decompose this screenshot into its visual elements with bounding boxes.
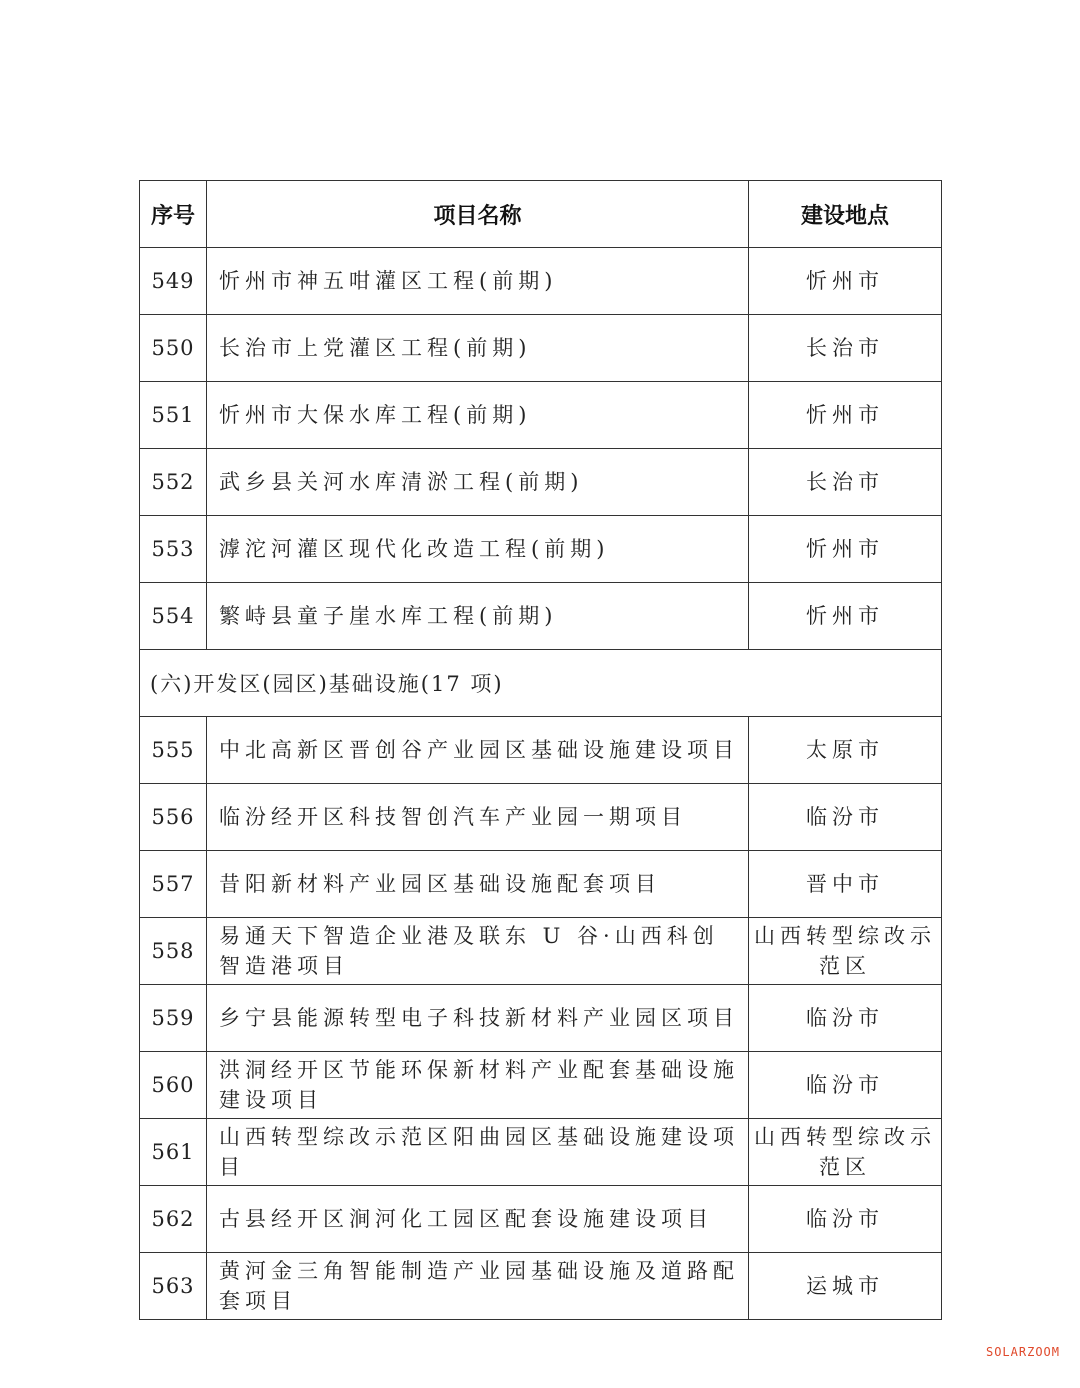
row-location: 长治市 — [749, 449, 942, 516]
table-row — [140, 918, 942, 985]
table-row — [140, 248, 942, 315]
row-seq: 555 — [140, 717, 207, 784]
row-name: 忻州市神五咁灌区工程(前期) — [207, 248, 749, 315]
section-row — [140, 650, 942, 717]
header-name: 项目名称 — [207, 181, 749, 248]
row-location: 忻州市 — [749, 382, 942, 449]
table-row — [140, 985, 942, 1052]
table-row — [140, 516, 942, 583]
row-seq: 556 — [140, 784, 207, 851]
row-seq: 550 — [140, 315, 207, 382]
row-name: 昔阳新材料产业园区基础设施配套项目 — [207, 851, 749, 918]
row-location: 山西转型综改示范区 — [749, 918, 942, 985]
row-name: 中北高新区晋创谷产业园区基础设施建设项目 — [207, 717, 749, 784]
row-location: 太原市 — [749, 717, 942, 784]
table-row — [140, 784, 942, 851]
row-name: 长治市上党灌区工程(前期) — [207, 315, 749, 382]
table-row — [140, 1119, 942, 1186]
table-row — [140, 382, 942, 449]
row-name: 繁峙县童子崖水库工程(前期) — [207, 583, 749, 650]
table-row — [140, 449, 942, 516]
row-location: 长治市 — [749, 315, 942, 382]
row-location: 运城市 — [749, 1253, 942, 1320]
row-seq: 562 — [140, 1186, 207, 1253]
table-header-row — [140, 181, 942, 248]
row-seq: 557 — [140, 851, 207, 918]
row-seq: 551 — [140, 382, 207, 449]
row-location: 临汾市 — [749, 1052, 942, 1119]
row-name: 忻州市大保水库工程(前期) — [207, 382, 749, 449]
row-seq: 561 — [140, 1119, 207, 1186]
row-name: 山西转型综改示范区阳曲园区基础设施建设项目 — [207, 1119, 749, 1186]
row-location: 临汾市 — [749, 784, 942, 851]
table-row — [140, 1052, 942, 1119]
row-seq: 554 — [140, 583, 207, 650]
row-location: 临汾市 — [749, 985, 942, 1052]
row-location: 晋中市 — [749, 851, 942, 918]
row-location: 忻州市 — [749, 583, 942, 650]
table-row — [140, 1253, 942, 1320]
row-seq: 558 — [140, 918, 207, 985]
table-row — [140, 1186, 942, 1253]
table-row — [140, 583, 942, 650]
row-seq: 549 — [140, 248, 207, 315]
section-title: (六)开发区(园区)基础设施(17 项) — [140, 650, 942, 717]
row-name: 武乡县关河水库清淤工程(前期) — [207, 449, 749, 516]
row-location: 山西转型综改示范区 — [749, 1119, 942, 1186]
row-name: 古县经开区涧河化工园区配套设施建设项目 — [207, 1186, 749, 1253]
row-seq: 560 — [140, 1052, 207, 1119]
header-seq: 序号 — [140, 181, 207, 248]
project-table — [139, 180, 942, 1320]
row-seq: 559 — [140, 985, 207, 1052]
table-row — [140, 315, 942, 382]
row-name: 易通天下智造企业港及联东 U 谷·山西科创智造港项目 — [207, 918, 749, 985]
row-name: 洪洞经开区节能环保新材料产业配套基础设施建设项目 — [207, 1052, 749, 1119]
row-name: 黄河金三角智能制造产业园基础设施及道路配套项目 — [207, 1253, 749, 1320]
row-seq: 563 — [140, 1253, 207, 1320]
row-seq: 553 — [140, 516, 207, 583]
watermark-logo: SOLARZOOM — [985, 1345, 1060, 1359]
row-name: 乡宁县能源转型电子科技新材料产业园区项目 — [207, 985, 749, 1052]
row-location: 临汾市 — [749, 1186, 942, 1253]
header-location: 建设地点 — [749, 181, 942, 248]
row-name: 滹沱河灌区现代化改造工程(前期) — [207, 516, 749, 583]
row-seq: 552 — [140, 449, 207, 516]
row-location: 忻州市 — [749, 248, 942, 315]
table-row — [140, 851, 942, 918]
table-row — [140, 717, 942, 784]
row-location: 忻州市 — [749, 516, 942, 583]
row-name: 临汾经开区科技智创汽车产业园一期项目 — [207, 784, 749, 851]
